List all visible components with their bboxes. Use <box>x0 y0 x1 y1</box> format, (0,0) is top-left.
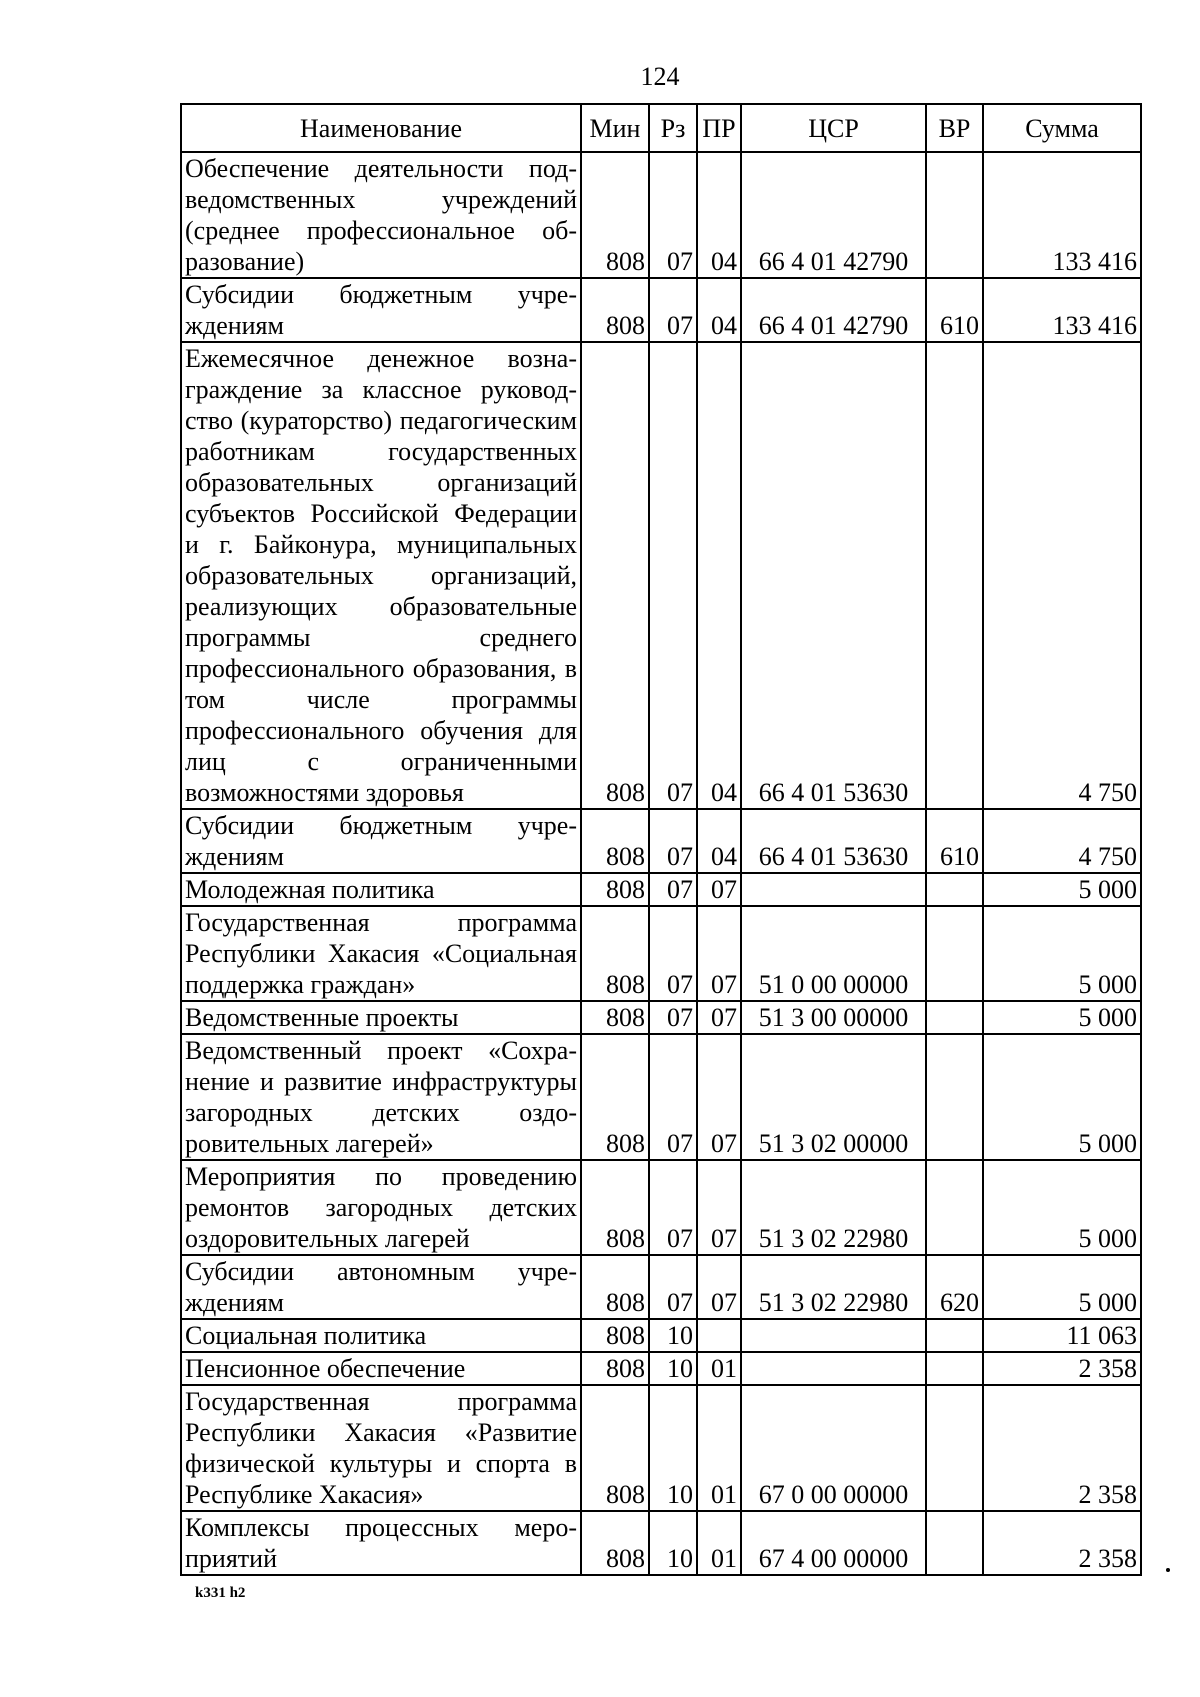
document-code: k331 h2 <box>195 1585 246 1601</box>
row-min: 808 <box>581 1160 649 1255</box>
page-number: 124 <box>640 62 680 91</box>
row-sum: 2 358 <box>983 1352 1141 1385</box>
row-name: Пенсионное обеспечение <box>181 1352 581 1385</box>
row-vr <box>926 1511 983 1575</box>
row-name: Государственная программа Республики Хакасия «Развитие физической культуры и спорта в Республике Хакасия» <box>181 1385 581 1511</box>
row-sum: 133 416 <box>983 152 1141 278</box>
row-csr: 51 3 02 00000 <box>741 1034 926 1160</box>
row-rz: 10 <box>649 1511 697 1575</box>
row-pr: 01 <box>697 1385 741 1511</box>
table-row <box>181 1255 1141 1319</box>
row-pr: 07 <box>697 873 741 906</box>
table-row <box>181 809 1141 873</box>
row-vr: 620 <box>926 1255 983 1319</box>
header-name: Наименование <box>181 104 581 152</box>
row-pr: 04 <box>697 152 741 278</box>
row-name: Субсидии бюджетным учреждениям <box>181 278 581 342</box>
row-csr: 51 3 02 22980 <box>741 1160 926 1255</box>
table-row <box>181 1160 1141 1255</box>
row-min: 808 <box>581 809 649 873</box>
row-rz: 07 <box>649 1255 697 1319</box>
row-pr: 07 <box>697 1034 741 1160</box>
row-rz: 07 <box>649 278 697 342</box>
row-sum: 11 063 <box>983 1319 1141 1352</box>
table-row <box>181 1034 1141 1160</box>
row-rz: 10 <box>649 1319 697 1352</box>
table-row <box>181 1511 1141 1575</box>
table-row <box>181 1319 1141 1352</box>
row-rz: 07 <box>649 873 697 906</box>
row-name: Субсидии бюджетным учреждениям <box>181 809 581 873</box>
row-pr: 07 <box>697 906 741 1001</box>
row-vr: 610 <box>926 809 983 873</box>
row-pr: 04 <box>697 278 741 342</box>
row-name: Обеспечение деятельности подведомственных учреждений (среднее профессиональное образование) <box>181 152 581 278</box>
row-name: Молодежная политика <box>181 873 581 906</box>
row-name: Ведомственные проекты <box>181 1001 581 1034</box>
row-pr: 04 <box>697 809 741 873</box>
table-row <box>181 873 1141 906</box>
row-sum: 5 000 <box>983 906 1141 1001</box>
row-rz: 07 <box>649 342 697 809</box>
header-rz: Рз <box>649 104 697 152</box>
header-csr: ЦСР <box>741 104 926 152</box>
row-csr <box>741 1319 926 1352</box>
row-pr: 07 <box>697 1001 741 1034</box>
table-row <box>181 152 1141 278</box>
row-sum: 5 000 <box>983 1001 1141 1034</box>
row-sum: 5 000 <box>983 1255 1141 1319</box>
row-min: 808 <box>581 1352 649 1385</box>
row-vr: 610 <box>926 278 983 342</box>
row-rz: 07 <box>649 1034 697 1160</box>
row-rz: 07 <box>649 906 697 1001</box>
row-vr <box>926 1319 983 1352</box>
table-row <box>181 1352 1141 1385</box>
row-vr <box>926 1034 983 1160</box>
row-sum: 2 358 <box>983 1385 1141 1511</box>
row-csr: 66 4 01 42790 <box>741 278 926 342</box>
row-vr <box>926 1001 983 1034</box>
row-sum: 4 750 <box>983 809 1141 873</box>
row-rz: 10 <box>649 1385 697 1511</box>
row-rz: 07 <box>649 1160 697 1255</box>
row-min: 808 <box>581 906 649 1001</box>
row-min: 808 <box>581 1385 649 1511</box>
table-row <box>181 906 1141 1001</box>
row-pr: 01 <box>697 1511 741 1575</box>
row-rz: 10 <box>649 1352 697 1385</box>
row-csr: 66 4 01 53630 <box>741 342 926 809</box>
row-min: 808 <box>581 1001 649 1034</box>
row-csr <box>741 1352 926 1385</box>
row-vr <box>926 873 983 906</box>
row-vr <box>926 1385 983 1511</box>
row-vr <box>926 1160 983 1255</box>
header-vr: ВР <box>926 104 983 152</box>
row-pr: 01 <box>697 1352 741 1385</box>
row-rz: 07 <box>649 809 697 873</box>
row-sum: 133 416 <box>983 278 1141 342</box>
row-vr <box>926 342 983 809</box>
row-csr: 51 0 00 00000 <box>741 906 926 1001</box>
row-name: Субсидии автономным учреждениям <box>181 1255 581 1319</box>
row-vr <box>926 906 983 1001</box>
row-csr: 66 4 01 42790 <box>741 152 926 278</box>
table-row <box>181 1385 1141 1511</box>
scan-speck <box>1166 1568 1170 1572</box>
row-vr <box>926 152 983 278</box>
row-sum: 5 000 <box>983 1160 1141 1255</box>
row-min: 808 <box>581 278 649 342</box>
row-pr: 07 <box>697 1160 741 1255</box>
row-min: 808 <box>581 342 649 809</box>
row-name: Мероприятия по проведению ремонтов загородных детских оздоровительных лагерей <box>181 1160 581 1255</box>
row-name: Социальная политика <box>181 1319 581 1352</box>
row-name: Государственная программа Республики Хакасия «Социальная поддержка граждан» <box>181 906 581 1001</box>
row-pr <box>697 1319 741 1352</box>
row-min: 808 <box>581 1034 649 1160</box>
table-header-row <box>181 104 1141 152</box>
row-csr: 51 3 00 00000 <box>741 1001 926 1034</box>
table-row <box>181 342 1141 809</box>
row-rz: 07 <box>649 1001 697 1034</box>
row-sum: 5 000 <box>983 873 1141 906</box>
row-csr: 51 3 02 22980 <box>741 1255 926 1319</box>
row-name: Комплексы процессных мероприятий <box>181 1511 581 1575</box>
row-sum: 5 000 <box>983 1034 1141 1160</box>
row-vr <box>926 1352 983 1385</box>
row-min: 808 <box>581 1319 649 1352</box>
row-rz: 07 <box>649 152 697 278</box>
budget-table <box>180 103 1142 1576</box>
table-row <box>181 278 1141 342</box>
header-pr: ПР <box>697 104 741 152</box>
row-sum: 4 750 <box>983 342 1141 809</box>
row-pr: 07 <box>697 1255 741 1319</box>
header-min: Мин <box>581 104 649 152</box>
row-min: 808 <box>581 873 649 906</box>
row-csr: 67 0 00 00000 <box>741 1385 926 1511</box>
row-min: 808 <box>581 1255 649 1319</box>
row-name: Ведомственный проект «Сохранение и развитие инфраструктуры загородных детских оздоровительных лагерей» <box>181 1034 581 1160</box>
row-name: Ежемесячное денежное вознаграждение за классное руководство (кураторство) педагогическим работникам государственных образовательных организаций субъектов Российской Федерации и г. Байконура, муниципальных образовательных организаций, реализующих образовательные программы среднего профессионального образования, в том числе программы профессионального обучения для лиц с ограниченными возможностями здоровья <box>181 342 581 809</box>
header-sum: Сумма <box>983 104 1141 152</box>
row-csr: 67 4 00 00000 <box>741 1511 926 1575</box>
row-min: 808 <box>581 152 649 278</box>
row-csr <box>741 873 926 906</box>
row-pr: 04 <box>697 342 741 809</box>
row-csr: 66 4 01 53630 <box>741 809 926 873</box>
row-sum: 2 358 <box>983 1511 1141 1575</box>
table-row <box>181 1001 1141 1034</box>
row-min: 808 <box>581 1511 649 1575</box>
